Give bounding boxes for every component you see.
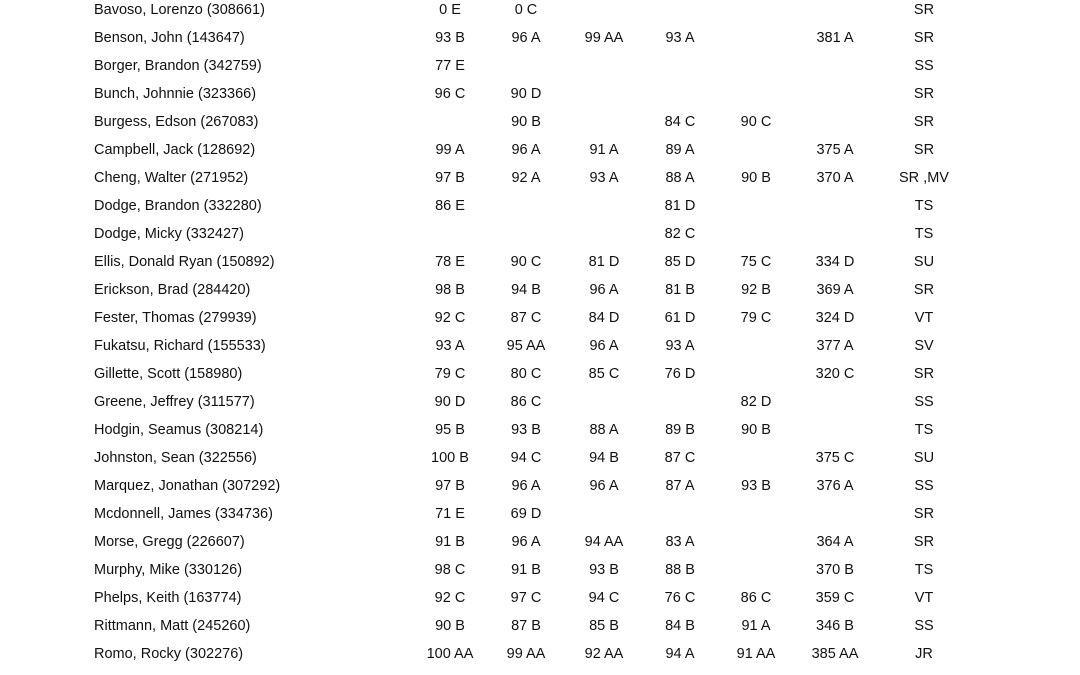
score-1: 93 B: [435, 30, 465, 46]
score-4: 84 B: [665, 618, 695, 634]
total-score: 370 A: [816, 170, 854, 186]
score-2: 87 C: [510, 310, 542, 326]
score-1: 93 A: [435, 338, 465, 354]
score-2: 69 D: [510, 506, 542, 522]
score-1: 100 AA: [426, 646, 474, 662]
score-1: 92 C: [434, 310, 466, 326]
score-3: 96 A: [589, 478, 619, 494]
class-code: TS: [914, 198, 934, 214]
competitor-name: Rittmann, Matt (245260): [94, 618, 251, 634]
score-1: 79 C: [434, 366, 466, 382]
score-1: 100 B: [431, 450, 469, 466]
table-row: [0, 364, 1080, 392]
score-5: 82 D: [740, 394, 772, 410]
score-4: 88 A: [665, 170, 695, 186]
score-3: 99 AA: [584, 30, 624, 46]
competitor-name: Dodge, Micky (332427): [94, 226, 244, 242]
competitor-name: Hodgin, Seamus (308214): [94, 422, 264, 438]
score-5: 90 C: [740, 114, 772, 130]
table-row: [0, 448, 1080, 476]
score-5: 79 C: [740, 310, 772, 326]
score-4: 81 B: [665, 282, 695, 298]
class-code: SR ,MV: [899, 170, 949, 186]
score-4: 87 C: [664, 450, 696, 466]
score-2: 97 C: [510, 590, 542, 606]
score-1: 91 B: [435, 534, 465, 550]
score-3: 84 D: [588, 310, 620, 326]
competitor-name: Bavoso, Lorenzo (308661): [94, 2, 265, 18]
score-2: 99 AA: [506, 646, 546, 662]
class-code: SR: [913, 282, 935, 298]
class-code: VT: [914, 310, 934, 326]
class-code: SR: [913, 534, 935, 550]
table-row: [0, 560, 1080, 588]
table-row: [0, 196, 1080, 224]
table-row: [0, 56, 1080, 84]
score-3: 93 B: [589, 562, 619, 578]
score-5: 92 B: [741, 282, 771, 298]
score-4: 61 D: [664, 310, 696, 326]
table-row: [0, 0, 1080, 28]
class-code: SS: [914, 618, 934, 634]
score-1: 77 E: [435, 58, 465, 74]
competitor-name: Gillette, Scott (158980): [94, 366, 243, 382]
score-1: 90 B: [435, 618, 465, 634]
score-2: 86 C: [510, 394, 542, 410]
table-row: [0, 504, 1080, 532]
score-3: 94 B: [589, 450, 619, 466]
score-5: 90 B: [741, 170, 771, 186]
score-4: 87 A: [665, 478, 695, 494]
score-4: 82 C: [664, 226, 696, 242]
score-2: 96 A: [511, 478, 541, 494]
score-5: 91 AA: [736, 646, 776, 662]
total-score: 376 A: [816, 478, 854, 494]
table-row: [0, 644, 1080, 672]
score-1: 96 C: [434, 86, 466, 102]
score-2: 0 C: [514, 2, 538, 18]
class-code: TS: [914, 226, 934, 242]
score-4: 93 A: [665, 338, 695, 354]
total-score: 334 D: [815, 254, 855, 270]
competitor-name: Johnston, Sean (322556): [94, 450, 257, 466]
score-2: 91 B: [511, 562, 541, 578]
competitor-name: Fester, Thomas (279939): [94, 310, 257, 326]
total-score: 375 A: [816, 142, 854, 158]
table-row: [0, 140, 1080, 168]
table-row: [0, 28, 1080, 56]
score-1: 97 B: [435, 170, 465, 186]
score-2: 94 B: [511, 282, 541, 298]
table-row: [0, 616, 1080, 644]
score-3: 81 D: [588, 254, 620, 270]
table-row: [0, 308, 1080, 336]
class-code: SR: [913, 506, 935, 522]
class-code: SR: [913, 2, 935, 18]
score-3: 94 C: [588, 590, 620, 606]
score-4: 89 B: [665, 422, 695, 438]
competitor-name: Marquez, Jonathan (307292): [94, 478, 281, 494]
score-3: 91 A: [589, 142, 619, 158]
class-code: TS: [914, 422, 934, 438]
class-code: SS: [914, 58, 934, 74]
score-3: 96 A: [589, 282, 619, 298]
total-score: 370 B: [816, 562, 854, 578]
score-1: 97 B: [435, 478, 465, 494]
score-5: 91 A: [741, 618, 771, 634]
score-1: 99 A: [435, 142, 465, 158]
class-code: TS: [914, 562, 934, 578]
score-2: 93 B: [511, 422, 541, 438]
score-2: 87 B: [511, 618, 541, 634]
total-score: 369 A: [816, 282, 854, 298]
score-3: 88 A: [589, 422, 619, 438]
score-1: 71 E: [435, 506, 465, 522]
table-row: [0, 280, 1080, 308]
table-row: [0, 252, 1080, 280]
total-score: 381 A: [816, 30, 854, 46]
score-3: 85 B: [589, 618, 619, 634]
class-code: SR: [913, 86, 935, 102]
score-4: 83 A: [665, 534, 695, 550]
class-code: SR: [913, 30, 935, 46]
table-row: [0, 420, 1080, 448]
class-code: SR: [913, 142, 935, 158]
score-3: 92 AA: [584, 646, 624, 662]
score-1: 78 E: [435, 254, 465, 270]
table-row: [0, 84, 1080, 112]
score-1: 86 E: [435, 198, 465, 214]
score-3: 96 A: [589, 338, 619, 354]
table-row: [0, 112, 1080, 140]
competitor-name: Campbell, Jack (128692): [94, 142, 256, 158]
class-code: SR: [913, 366, 935, 382]
table-row: [0, 588, 1080, 616]
table-row: [0, 168, 1080, 196]
score-2: 96 A: [511, 534, 541, 550]
score-3: 93 A: [589, 170, 619, 186]
total-score: 346 B: [816, 618, 854, 634]
class-code: SU: [913, 450, 935, 466]
score-4: 84 C: [664, 114, 696, 130]
score-4: 76 D: [664, 366, 696, 382]
score-4: 76 C: [664, 590, 696, 606]
score-1: 92 C: [434, 590, 466, 606]
score-5: 93 B: [741, 478, 771, 494]
score-2: 90 D: [510, 86, 542, 102]
score-3: 85 C: [588, 366, 620, 382]
competitor-name: Morse, Gregg (226607): [94, 534, 245, 550]
class-code: SR: [913, 114, 935, 130]
score-2: 90 C: [510, 254, 542, 270]
class-code: SS: [914, 394, 934, 410]
score-2: 92 A: [511, 170, 541, 186]
class-code: SV: [914, 338, 934, 354]
score-2: 96 A: [511, 30, 541, 46]
score-5: 75 C: [740, 254, 772, 270]
class-code: SU: [913, 254, 935, 270]
table-row: [0, 476, 1080, 504]
total-score: 364 A: [816, 534, 854, 550]
competitor-name: Greene, Jeffrey (311577): [94, 394, 255, 410]
competitor-name: Romo, Rocky (302276): [94, 646, 244, 662]
score-1: 0 E: [439, 2, 461, 18]
score-1: 95 B: [435, 422, 465, 438]
score-2: 95 AA: [506, 338, 546, 354]
competitor-name: Ellis, Donald Ryan (150892): [94, 254, 275, 270]
score-1: 90 D: [434, 394, 466, 410]
competitor-name: Borger, Brandon (342759): [94, 58, 262, 74]
score-3: 94 AA: [584, 534, 624, 550]
score-2: 80 C: [510, 366, 542, 382]
competitor-name: Mcdonnell, James (334736): [94, 506, 273, 522]
score-1: 98 C: [434, 562, 466, 578]
score-5: 90 B: [741, 422, 771, 438]
total-score: 324 D: [815, 310, 855, 326]
score-1: 98 B: [435, 282, 465, 298]
competitor-name: Fukatsu, Richard (155533): [94, 338, 266, 354]
competitor-name: Benson, John (143647): [94, 30, 245, 46]
competitor-name: Burgess, Edson (267083): [94, 114, 259, 130]
total-score: 385 AA: [811, 646, 859, 662]
class-code: SS: [914, 478, 934, 494]
score-2: 94 C: [510, 450, 542, 466]
competitor-name: Cheng, Walter (271952): [94, 170, 249, 186]
total-score: 377 A: [816, 338, 854, 354]
score-4: 93 A: [665, 30, 695, 46]
table-row: [0, 336, 1080, 364]
competitor-name: Erickson, Brad (284420): [94, 282, 251, 298]
score-4: 88 B: [665, 562, 695, 578]
class-code: JR: [915, 646, 933, 662]
total-score: 375 C: [815, 450, 855, 466]
score-5: 86 C: [740, 590, 772, 606]
score-4: 81 D: [664, 198, 696, 214]
table-row: [0, 532, 1080, 560]
competitor-name: Dodge, Brandon (332280): [94, 198, 262, 214]
competitor-name: Phelps, Keith (163774): [94, 590, 242, 606]
total-score: 320 C: [815, 366, 855, 382]
score-2: 96 A: [511, 142, 541, 158]
score-4: 85 D: [664, 254, 696, 270]
score-4: 94 A: [665, 646, 695, 662]
score-4: 89 A: [665, 142, 695, 158]
table-row: [0, 224, 1080, 252]
competitor-name: Murphy, Mike (330126): [94, 562, 243, 578]
total-score: 359 C: [815, 590, 855, 606]
class-code: VT: [914, 590, 934, 606]
table-row: [0, 392, 1080, 420]
competitor-name: Bunch, Johnnie (323366): [94, 86, 257, 102]
score-2: 90 B: [511, 114, 541, 130]
